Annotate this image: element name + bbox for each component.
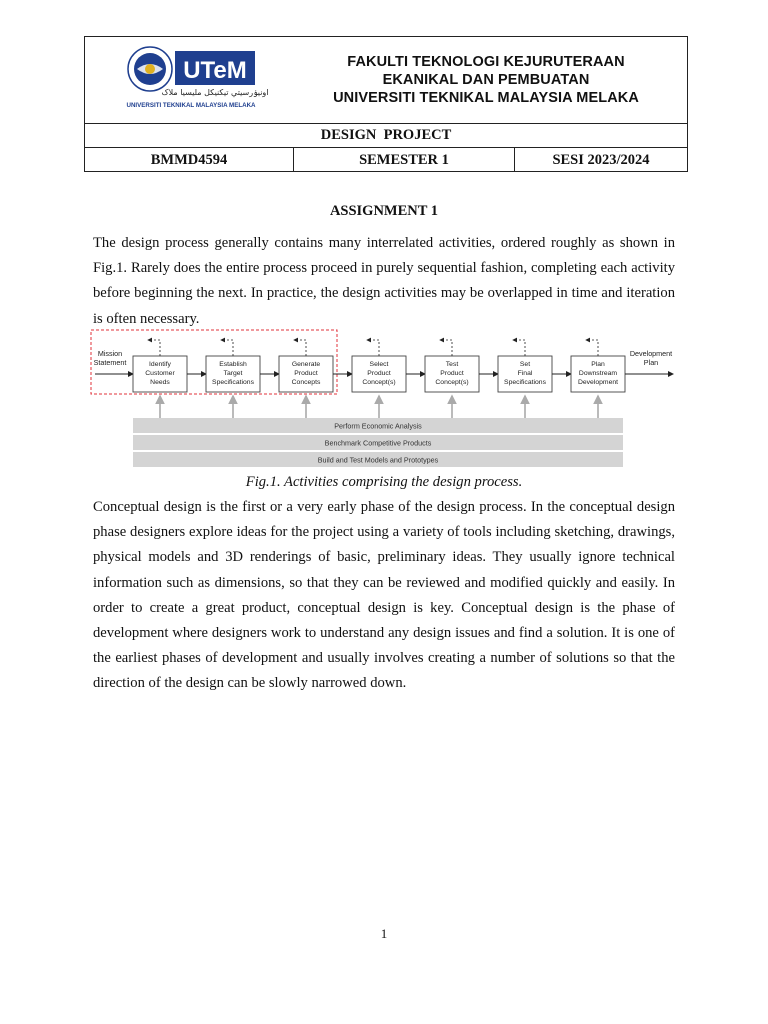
iteration-arrow (513, 340, 525, 356)
process-step-label: Concept(s) (362, 379, 396, 386)
process-step-label: Specifications (212, 379, 254, 386)
design-process-figure (86, 326, 682, 472)
mission-statement-label-line-1: Mission (97, 349, 123, 358)
session: SESI 2023/2024 (552, 152, 650, 168)
iteration-arrow (367, 340, 379, 356)
faculty-name (285, 53, 687, 107)
course-code: BMMD4594 (85, 148, 294, 172)
paragraph-1: The design process generally contains many interrelated activities, ordered roughly as shown in Fig.1. Rarely does the entire process proceed in purely sequential fashion, completing each activity before beginning the next. In practice, the design activities may be overlapped in time and iteration is often necessary. (93, 235, 675, 327)
process-step-label: Development (577, 379, 619, 386)
iteration-arrow (221, 340, 233, 356)
process-step-label: Concept(s) (435, 379, 469, 386)
support-activity-label: Perform Economic Analysis (334, 421, 422, 431)
assignment-title: ASSIGNMENT 1 (329, 203, 439, 219)
development-plan-label-line-1: Development (629, 349, 673, 358)
figure-caption: Fig.1. Activities comprising the design process. (245, 474, 523, 490)
iteration-arrow (294, 340, 306, 356)
process-step-label: Specifications (504, 379, 546, 386)
logo-wordmark: UTeM (183, 57, 247, 84)
process-step-label: Final (517, 370, 533, 377)
iteration-arrow (148, 340, 160, 356)
process-step-label: Product (440, 370, 464, 377)
paragraph-2: Conceptual design is the first or a very early phase of the design process. In the conceptual design phase designers explore ideas for the project using a variety of tools including sketching, drawings, physical models and 3D renderings of basic, preliminary ideas. They usually ignore technical information such as dimensions, so that they can be reviewed and modified quickly and easily. In order to create a great product, conceptual design is key. Conceptual design is the phase of development where designers work to understand any design issues and find a solution. It is one of the earliest phases of development and usually involves creating a number of solutions so that the direction of the design can be slowly narrowed down. (93, 499, 675, 692)
support-activity-label: Build and Test Models and Prototypes (317, 455, 439, 465)
process-step-label: Identify (149, 361, 171, 368)
course-info-row (85, 148, 687, 172)
process-step-label: Needs (150, 379, 170, 386)
process-step-label: Customer (145, 370, 175, 377)
logo-jawi: اونيۏرسيتي تيکنيکل مليسيا ملاک (161, 88, 269, 97)
process-step-label: Set (519, 361, 531, 368)
logo-subtitle: UNIVERSITI TEKNIKAL MALAYSIA MELAKA (126, 102, 256, 109)
page-number: 1 (380, 926, 388, 941)
semester: SEMESTER 1 (294, 148, 515, 172)
header-table (84, 36, 688, 172)
process-step-label: Concepts (291, 379, 321, 386)
process-step-label: Generate (291, 361, 321, 368)
process-step-label: Product (367, 370, 391, 377)
faculty-line-1: FAKULTI TEKNOLOGI KEJURUTERAAN (347, 54, 625, 70)
process-step-label: Target (223, 370, 243, 377)
course-title: DESIGN PROJECT (85, 124, 687, 148)
support-activity-label: Benchmark Competitive Products (324, 438, 432, 448)
iteration-arrow (586, 340, 598, 356)
process-step-label: Plan (591, 361, 605, 368)
process-step-label: Select (369, 361, 389, 368)
development-plan-label-line-2: Plan (643, 358, 659, 367)
process-step-label: Establish (219, 361, 247, 368)
header-top-row (85, 37, 687, 124)
process-step-label: Test (445, 361, 459, 368)
mission-statement-label-line-2: Statement (93, 358, 127, 367)
utem-logo (125, 41, 269, 111)
process-step-label: Product (294, 370, 318, 377)
faculty-line-2: EKANIKAL DAN PEMBUATAN (382, 72, 590, 88)
faculty-line-3: UNIVERSITI TEKNIKAL MALAYSIA MELAKA (333, 90, 639, 106)
iteration-arrow (440, 340, 452, 356)
process-step-label: Downstream (578, 370, 618, 377)
